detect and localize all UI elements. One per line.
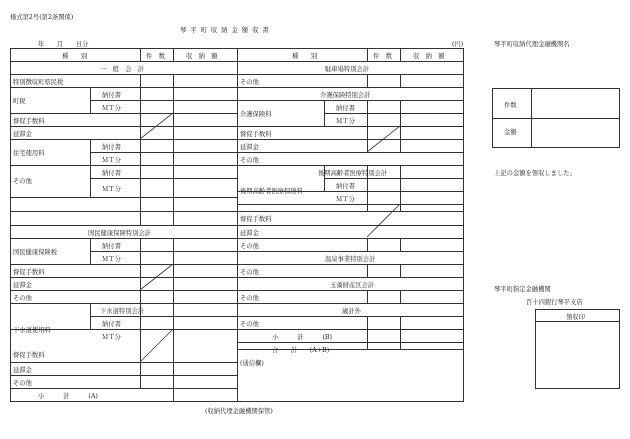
column-header-amount: 収 納 額	[413, 53, 445, 60]
sub-mt: ＭＴ分	[102, 186, 121, 193]
row-pref-resident-tax: 特別徴収町県民税	[13, 79, 64, 86]
subtotal-b-label: 小 計 (B)	[272, 334, 332, 341]
sub-mt: ＭＴ分	[102, 256, 121, 263]
row-care-premium: 介護保険料	[240, 111, 272, 118]
row-other: その他	[13, 295, 32, 302]
received-text: 上記の金額を領収しました。	[494, 170, 576, 177]
strike-mark	[367, 126, 400, 152]
row-tokusoku: 督促手数料	[240, 131, 272, 138]
section-nhi-account: 国民健康保険特別会計	[88, 230, 151, 237]
sub-nofusho: 納付書	[102, 144, 121, 151]
stamp-label: 領収印	[566, 314, 585, 321]
form-number: 様式第2号(第2条関係)	[10, 14, 74, 21]
section-outside-account: 歳計外	[342, 308, 361, 315]
sub-mt: ＭＴ分	[102, 105, 121, 112]
strike-mark	[367, 204, 400, 237]
section-onsen-account: 温泉事業特別会計	[325, 256, 376, 263]
notes-label: (通信欄)	[240, 360, 264, 367]
date-line: 年 月 日分	[38, 41, 89, 48]
row-other: その他	[240, 243, 259, 250]
row-tokusoku: 督促手数料	[13, 118, 45, 125]
sub-mt: ＭＴ分	[102, 157, 121, 164]
count-amount-box	[492, 88, 620, 148]
row-other: その他	[240, 321, 259, 328]
row-tokusoku: 督促手数料	[240, 216, 272, 223]
sub-nofusho: 納付書	[336, 105, 355, 112]
strike-mark	[140, 113, 173, 139]
row-entaikin: 延滞金	[240, 230, 259, 237]
row-other: その他	[240, 157, 259, 164]
footer-note: (収納代理金融機関保管)	[205, 408, 273, 415]
sub-mt: ＭＴ分	[336, 118, 355, 125]
row-elderly-premium: 後期高齢者医療保険料	[240, 188, 303, 195]
sub-nofusho: 納付書	[102, 92, 121, 99]
row-other: その他	[13, 380, 32, 387]
row-other: その他	[240, 79, 259, 86]
sub-nofusho: 納付書	[102, 243, 121, 250]
section-parking-account: 駐車場特別会計	[325, 66, 370, 73]
row-town-tax: 町税	[13, 98, 26, 105]
row-tokusoku: 督促手数料	[13, 269, 45, 276]
sub-mt: ＭＴ分	[102, 334, 121, 341]
column-header-count: 件 数	[373, 53, 392, 60]
column-header-item: 種 別	[62, 53, 88, 60]
section-care-account: 介護保険特別会計	[320, 92, 371, 99]
row-nhi-tax: 国民健康保険税	[13, 249, 58, 256]
row-entaikin: 延滞金	[13, 367, 32, 374]
row-entaikin: 延滞金	[240, 144, 259, 151]
section-tamamo-account: 玉藻財産区会計	[330, 282, 375, 289]
sub-nofusho: 納付書	[102, 321, 121, 328]
unit-label: (円)	[452, 41, 464, 48]
section-elderly-account: 後期高齢者医療特別会計	[318, 170, 388, 177]
row-sewer-fee: 下水道使用料	[13, 327, 51, 334]
row-other: その他	[240, 269, 259, 276]
column-header-amount: 収 納 額	[186, 53, 218, 60]
row-other: その他	[13, 178, 32, 185]
stamp-box	[535, 309, 620, 389]
count-label: 件数	[504, 102, 517, 109]
section-general-account: 一 般 会 計	[100, 66, 145, 73]
amount-label: 金額	[504, 129, 517, 136]
receipt-table	[10, 48, 464, 401]
row-housing-fee: 住宅使用料	[13, 150, 45, 157]
strike-mark	[140, 264, 173, 290]
section-sewer-account: 下水道特別会計	[100, 308, 145, 315]
subtotal-a-label: 小 計 (A)	[38, 393, 98, 400]
sub-nofusho: 納付書	[336, 183, 355, 190]
row-other: その他	[240, 295, 259, 302]
row-tokusoku: 督促手数料	[13, 352, 45, 359]
agent-bank-label: 琴平町収納代理金融機関名	[494, 41, 570, 48]
row-entaikin: 延滞金	[13, 131, 32, 138]
designated-bank-label: 琴平町指定金融機関	[494, 286, 551, 293]
total-label: 合 計 (A+B)	[272, 347, 330, 354]
column-header-count: 件 数	[146, 53, 165, 60]
row-entaikin: 延滞金	[13, 282, 32, 289]
page-title: 琴 平 町 収 納 金 額 収 書	[180, 27, 270, 34]
sub-nofusho: 納付書	[102, 170, 121, 177]
bank-name: 百十四銀行琴平支店	[526, 299, 583, 306]
strike-mark	[140, 329, 173, 362]
sub-mt: ＭＴ分	[336, 196, 355, 203]
column-header-item: 種 別	[292, 53, 318, 60]
